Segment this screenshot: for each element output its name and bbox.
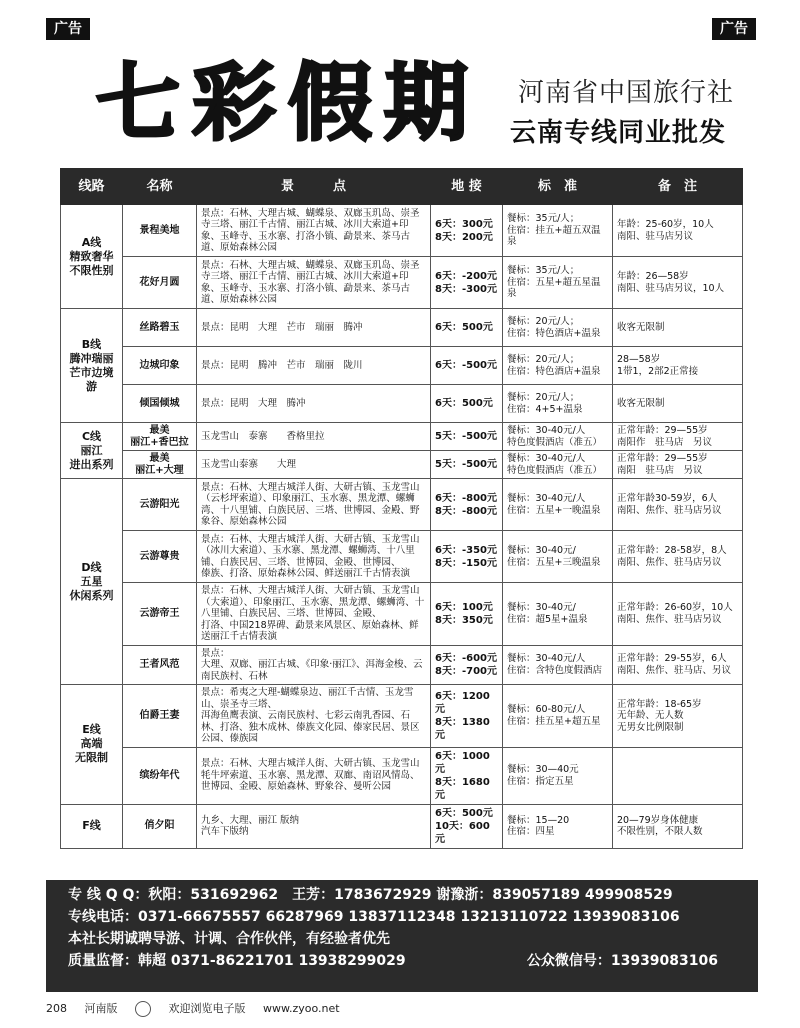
route-name: 俏夕阳	[123, 804, 197, 848]
route-note: 正常年龄：29—55岁 南阳 驻马店 另议	[613, 451, 743, 479]
route-spots: 玉龙雪山泰寨 大理	[197, 451, 431, 479]
route-name: 云游帝王	[123, 583, 197, 646]
page-number: 208	[46, 1002, 67, 1015]
route-price: 6天：-600元 8天：-700元	[431, 645, 503, 685]
route-standard: 餐标：30-40元/人 住宿：含特色度假酒店	[503, 645, 613, 685]
qq-contacts: 专 线 Q Q：秋阳：531692962 王芳：1783672929 谢豫浙：839057189 499908529	[68, 887, 673, 903]
route-name: 花好月圆	[123, 257, 197, 309]
route-spots: 景点：石林、大理古城洋人街、大研古镇、玉龙雪山（冰川大索道）、玉水寨、黑龙潭、螺蛳湾、十八里铺、白族民居、三塔、世博园、金殿、世博园、 傣族、打洛、原始森林公园、鲜送丽江千古情表演	[197, 531, 431, 583]
route-price: 6天：-200元 8天：-300元	[431, 257, 503, 309]
route-spots: 景点：希夷之大理-蝴蝶泉边、丽江千古情、玉龙雪山、崇圣寺三塔、 洱海鱼鹰表演、云南民族村、七彩云南乳香园、石林、打洛、独木成林、傣族文化园、傣家民居、景区公园、傣族园	[197, 685, 431, 748]
route-standard: 餐标：60-80元/人 住宿：挂五星+超五星	[503, 685, 613, 748]
route-name: 最美 丽江+香巴拉	[123, 423, 197, 451]
route-spots: 景点：石林、大理古城、蝴蝶泉、双廊玉玑岛、崇圣寺三塔、丽江千古情、丽江古城、冰川大索道+印象、玉峰寺、玉水寨、打洛小镇、勐景来、茶马古道、原始森林公园	[197, 205, 431, 257]
table-row	[61, 583, 743, 646]
ad-header	[46, 40, 758, 168]
route-note: 28—58岁 1带1，2部2正常接	[613, 347, 743, 385]
route-price: 5天：-500元	[431, 451, 503, 479]
route-spots: 景点：石林、大理古城、蝴蝶泉、双廊玉玑岛、崇圣寺三塔、丽江千古情、丽江古城、冰川大索道+印象、玉峰寺、玉水寨、打洛小镇、勐景来、茶马古道、原始森林公园	[197, 257, 431, 309]
route-standard: 餐标：30-40元/ 住宿：五星+三晚温泉	[503, 531, 613, 583]
route-standard: 餐标：15—20 住宿：四星	[503, 804, 613, 848]
table-row	[61, 205, 743, 257]
route-spots: 九乡、大理、丽江 版纳 汽车下版纳	[197, 804, 431, 848]
edition-label: 河南版	[84, 1002, 118, 1015]
slogan: 欢迎浏览电子版	[168, 1002, 246, 1015]
table-body	[61, 205, 743, 849]
route-price: 6天：-800元 8天：-800元	[431, 479, 503, 531]
route-standard: 餐标：20元/人； 住宿：特色酒店+温泉	[503, 347, 613, 385]
website: www.zyoo.net	[263, 1002, 340, 1015]
route-note: 收客无限制	[613, 309, 743, 347]
route-note: 正常年龄30-59岁，6人 南阳、焦作、驻马店另议	[613, 479, 743, 531]
route-spots: 玉龙雪山 泰寨 香格里拉	[197, 423, 431, 451]
recruitment-notice: 本社长期诚聘导游、计调、合作伙伴，有经验者优先	[68, 931, 390, 947]
column-header: 备 注	[613, 169, 743, 205]
route-price: 6天：100元 8天：350元	[431, 583, 503, 646]
route-price: 5天：-500元	[431, 423, 503, 451]
table-header-row	[61, 169, 743, 205]
route-standard: 餐标：20元/人； 住宿：特色酒店+温泉	[503, 309, 613, 347]
route-note: 年龄：26—58岁 南阳、驻马店另议，10人	[613, 257, 743, 309]
column-header: 名称	[123, 169, 197, 205]
table-row	[61, 423, 743, 451]
phone-contacts: 专线电话：0371-66675557 66287969 13837112348 13213110722 13939083106	[68, 909, 680, 925]
contact-footer	[46, 880, 758, 992]
ad-label-right: 广告	[712, 18, 756, 40]
route-spots: 景点：石林、大理古城洋人街、大研古镇、玉龙雪山牦牛坪索道、玉水寨、黑龙潭、双廊、南诏风情岛、世博园、金殿、原始森林、野象谷、曼听公园	[197, 747, 431, 804]
route-standard: 餐标：35元/人； 住宿：五星+超五星温泉	[503, 257, 613, 309]
route-price: 6天：500元 10天：600元	[431, 804, 503, 848]
table-row	[61, 804, 743, 848]
route-note: 20—79岁身体健康 不限性别，不限人数	[613, 804, 743, 848]
routes-table-container	[60, 168, 742, 845]
route-line: C线 丽江 进出系列	[61, 423, 123, 479]
route-note: 正常年龄：28-58岁，8人 南阳、焦作、驻马店另议	[613, 531, 743, 583]
route-name: 云游阳光	[123, 479, 197, 531]
route-name: 景程美地	[123, 205, 197, 257]
route-price: 6天：300元 8天：200元	[431, 205, 503, 257]
table-row	[61, 685, 743, 748]
route-line: F线	[61, 804, 123, 848]
route-line: E线 高端 无限制	[61, 685, 123, 805]
column-header: 地 接	[431, 169, 503, 205]
table-row	[61, 385, 743, 423]
route-standard: 餐标：30-40元/ 住宿：超5星+温泉	[503, 583, 613, 646]
route-spots: 景点：石林、大理古城洋人街、大研古镇、玉龙雪山（大索道）、印象丽江、玉水寨、黑龙潭、螺蛳湾、十八里铺、白族民居、三塔、世博园、金殿、 打洛、中国218界碑、勐景来风景区、原始森林、鲜送丽江千古情表演	[197, 583, 431, 646]
route-price: 6天：500元	[431, 309, 503, 347]
table-row	[61, 257, 743, 309]
route-standard: 餐标：35元/人； 住宿：挂五+超五双温泉	[503, 205, 613, 257]
table-row	[61, 479, 743, 531]
route-standard: 餐标：30-40元/人 住宿：五星+一晚温泉	[503, 479, 613, 531]
route-name: 丝路碧玉	[123, 309, 197, 347]
wechat-account: 公众微信号：13939083106	[526, 953, 718, 969]
table-row	[61, 451, 743, 479]
route-spots: 景点：昆明 腾冲 芒市 瑞丽 陇川	[197, 347, 431, 385]
route-price: 6天：1000元 8天：1680元	[431, 747, 503, 804]
brand-title: 七彩假期	[96, 53, 481, 152]
route-note	[613, 747, 743, 804]
ad-label-left: 广告	[46, 18, 90, 40]
route-price: 6天：-500元	[431, 347, 503, 385]
column-header: 景 点	[197, 169, 431, 205]
route-price: 6天：500元	[431, 385, 503, 423]
table-row	[61, 309, 743, 347]
routes-table	[60, 168, 743, 849]
route-price: 6天：1200元 8天：1380元	[431, 685, 503, 748]
table-row	[61, 645, 743, 685]
wholesale-tagline: 云南专线同业批发	[510, 118, 727, 148]
page-footer-strip	[46, 1000, 758, 1017]
route-note: 正常年龄：29-55岁，6人 南阳、焦作、驻马店、另议	[613, 645, 743, 685]
table-row	[61, 347, 743, 385]
route-name: 缤纷年代	[123, 747, 197, 804]
route-name: 伯爵王妻	[123, 685, 197, 748]
publisher-logo-icon	[135, 1001, 151, 1017]
route-note: 正常年龄：18-65岁 无年龄、无人数 无男女比例限制	[613, 685, 743, 748]
route-standard: 餐标：20元/人； 住宿：4+5+温泉	[503, 385, 613, 423]
route-spots: 景点：昆明 大理 芒市 瑞丽 腾冲	[197, 309, 431, 347]
route-line: A线 精致奢华 不限性别	[61, 205, 123, 309]
route-spots: 景点：石林、大理古城洋人街、大研古镇、玉龙雪山（云杉坪索道）、印象丽江、玉水寨、黑龙潭、螺蛳湾、十八里铺、白族民居、三塔、世博园、金殿、野象谷、原始森林公园	[197, 479, 431, 531]
column-header: 线路	[61, 169, 123, 205]
route-line: B线 腾冲瑞丽 芒市边境游	[61, 309, 123, 423]
route-name: 云游尊贵	[123, 531, 197, 583]
agency-name: 河南省中国旅行社	[518, 78, 735, 108]
route-note: 收客无限制	[613, 385, 743, 423]
route-name: 边城印象	[123, 347, 197, 385]
route-name: 最美 丽江+大理	[123, 451, 197, 479]
route-standard: 餐标：30-40元/人 特色度假酒店（准五）	[503, 451, 613, 479]
supervisor-info: 质量监督：韩超 0371-86221701 13938299029	[68, 953, 406, 969]
route-note: 正常年龄：26-60岁，10人 南阳、焦作、驻马店另议	[613, 583, 743, 646]
route-line: D线 五星 休闲系列	[61, 479, 123, 685]
column-header: 标 准	[503, 169, 613, 205]
route-name: 王者风范	[123, 645, 197, 685]
route-note: 年龄：25-60岁，10人 南阳、驻马店另议	[613, 205, 743, 257]
route-spots: 景点：昆明 大理 腾冲	[197, 385, 431, 423]
route-name: 倾国倾城	[123, 385, 197, 423]
route-standard: 餐标：30-40元/人 特色度假酒店（准五）	[503, 423, 613, 451]
route-note: 正常年龄：29—55岁 南阳作 驻马店 另议	[613, 423, 743, 451]
table-row	[61, 531, 743, 583]
route-spots: 景点： 大理、双廊、丽江古城、《印象·丽江》、洱海金梭、云南民族村、石林	[197, 645, 431, 685]
quality-supervision	[68, 950, 758, 972]
route-price: 6天：-350元 8天：-150元	[431, 531, 503, 583]
route-standard: 餐标：30—40元 住宿：指定五星	[503, 747, 613, 804]
table-row	[61, 747, 743, 804]
